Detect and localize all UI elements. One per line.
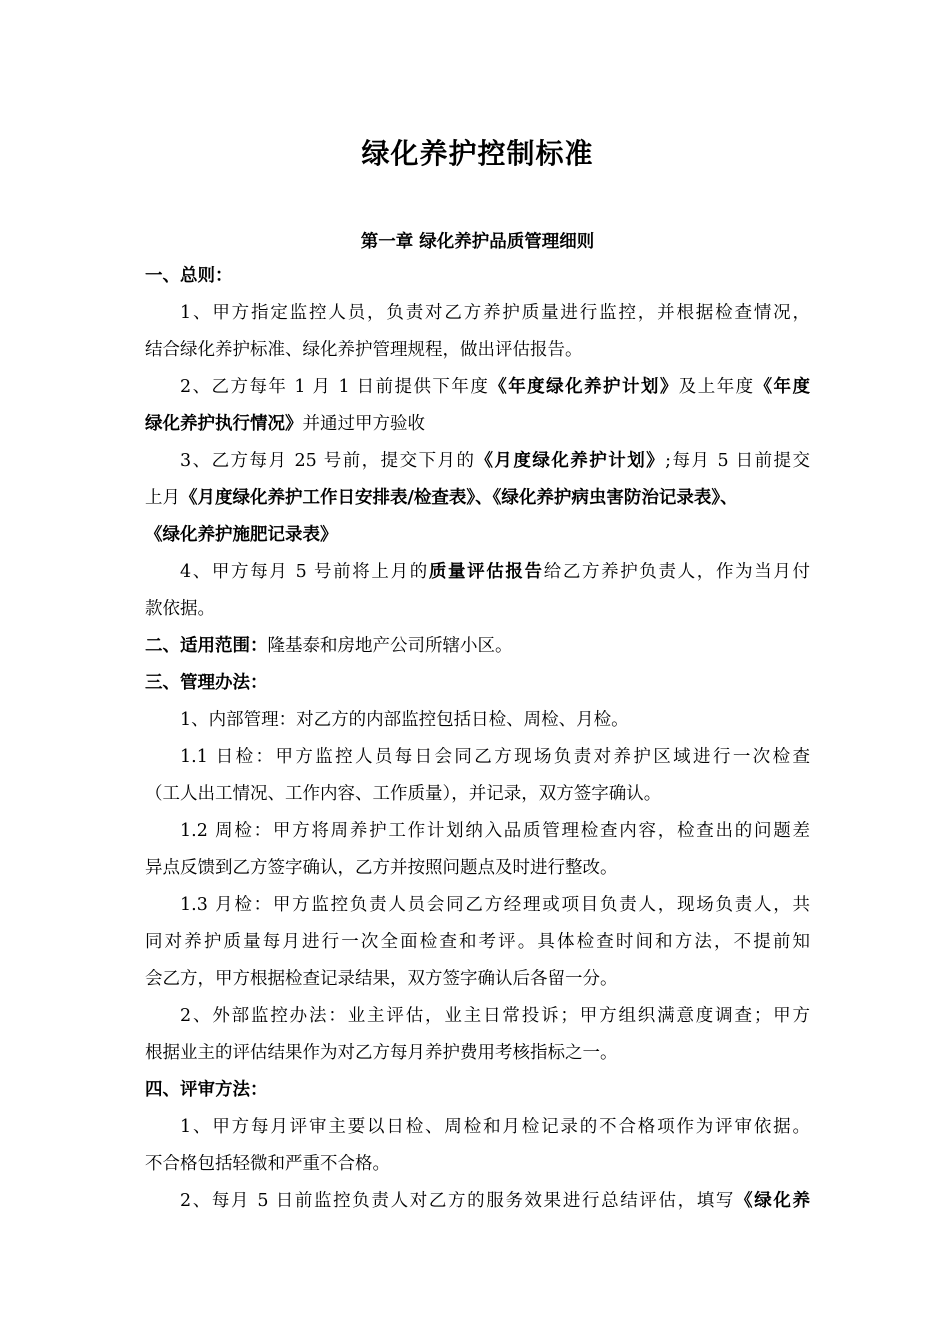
paragraph-line: 3、乙方每月 25 号前，提交下月的《月度绿化养护计划》;每月 5 日前提交 — [180, 451, 811, 471]
paragraph-line: 1.1 日检：甲方监控人员每日会同乙方现场负责对养护区域进行一次检查 — [180, 747, 810, 767]
paragraph-line: 结合绿化养护标准、绿化养护管理规程，做出评估报告。 — [145, 340, 583, 360]
section-heading-review: 四、评审方法： — [145, 1080, 268, 1100]
paragraph-line: 绿化养护执行情况》并通过甲方验收 — [145, 414, 425, 434]
paragraph-line: 上月《月度绿化养护工作日安排表/检查表》、《绿化养护病虫害防治记录表》、 — [145, 488, 738, 508]
document-body — [145, 258, 810, 1220]
document-title: 绿化养护控制标准 — [361, 137, 594, 170]
chapter-heading: 第一章 绿化养护品质管理细则 — [360, 232, 595, 252]
paragraph-line: （工人出工情况、工作内容、工作质量），并记录，双方签字确认。 — [145, 784, 662, 804]
paragraph-line: 2、每月 5 日前监控负责人对乙方的服务效果进行总结评估，填写《绿化养 — [180, 1191, 810, 1211]
paragraph-line: 2、外部监控办法：业主评估，业主日常投诉；甲方组织满意度调查；甲方 — [180, 1006, 810, 1026]
paragraph-line: 不合格包括轻微和严重不合格。 — [145, 1154, 390, 1174]
paragraph-line: 款依据。 — [145, 599, 215, 619]
section-heading-general: 一、总则： — [145, 266, 233, 286]
paragraph-line: 1.2 周检：甲方将周养护工作计划纳入品质管理检查内容，检查出的问题差 — [180, 821, 810, 841]
paragraph-line: 同对养护质量每月进行一次全面检查和考评。具体检查时间和方法，不提前知 — [145, 932, 810, 952]
paragraph-line: 根据业主的评估结果作为对乙方每月养护费用考核指标之一。 — [145, 1043, 618, 1063]
paragraph-line: 4、甲方每月 5 号前将上月的质量评估报告给乙方养护负责人，作为当月付 — [180, 562, 810, 582]
section-heading-scope: 二、适用范围：隆基泰和房地产公司所辖小区。 — [145, 636, 513, 656]
paragraph-line: 会乙方，甲方根据检查记录结果，双方签字确认后各留一分。 — [145, 969, 618, 989]
paragraph-line: 1、甲方指定监控人员，负责对乙方养护质量进行监控，并根据检查情况， — [180, 303, 810, 323]
section-heading-management: 三、管理办法： — [145, 673, 268, 693]
paragraph-line: 异点反馈到乙方签字确认，乙方并按照问题点及时进行整改。 — [145, 858, 618, 878]
paragraph-line: 《绿化养护施肥记录表》 — [145, 525, 338, 545]
paragraph-line: 1.3 月检：甲方监控负责人员会同乙方经理或项目负责人，现场负责人，共 — [180, 895, 810, 915]
paragraph-line: 1、甲方每月评审主要以日检、周检和月检记录的不合格项作为评审依据。 — [180, 1117, 810, 1137]
paragraph-line: 2、乙方每年 1 月 1 日前提供下年度《年度绿化养护计划》及上年度《年度 — [180, 377, 811, 397]
paragraph-line: 1、内部管理：对乙方的内部监控包括日检、周检、月检。 — [180, 710, 629, 730]
